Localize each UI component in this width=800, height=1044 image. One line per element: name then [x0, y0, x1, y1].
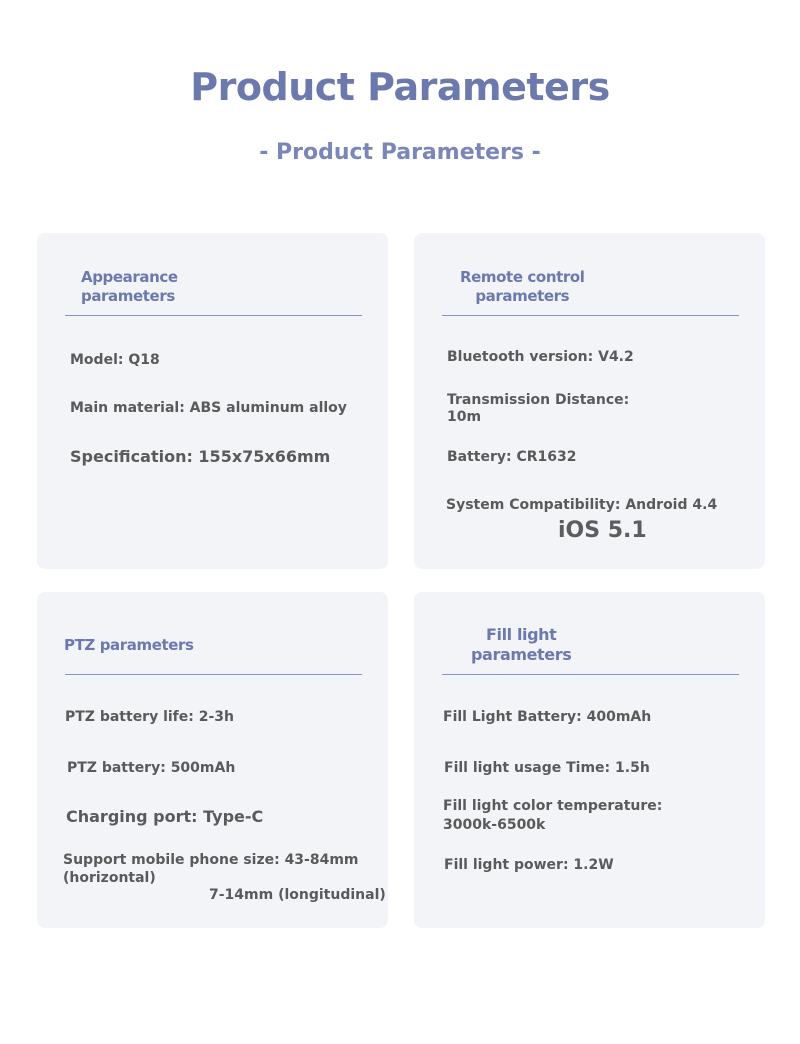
spec-phone-size-line3: 7-14mm (longitudinal) — [209, 887, 386, 903]
spec-main-material: Main material: ABS aluminum alloy — [70, 400, 347, 416]
remote-heading: Remote control parameters — [460, 268, 585, 305]
remote-divider — [442, 315, 739, 316]
spec-phone-size-line2: (horizontal) — [63, 870, 156, 886]
spec-model: Model: Q18 — [70, 352, 160, 368]
spec-specification: Specification: 155x75x66mm — [70, 447, 331, 466]
spec-system-compatibility: System Compatibility: Android 4.4 — [446, 497, 718, 513]
spec-transmission-distance-label: Transmission Distance: — [447, 392, 630, 408]
ptz-parameters-card — [37, 592, 388, 928]
ptz-divider — [65, 674, 362, 675]
spec-ptz-battery-life: PTZ battery life: 2-3h — [65, 709, 235, 725]
page-subtitle: - Product Parameters - — [259, 140, 541, 165]
spec-fill-light-usage-time: Fill light usage Time: 1.5h — [444, 760, 650, 776]
spec-bluetooth-version: Bluetooth version: V4.2 — [447, 349, 634, 365]
remote-control-parameters-card — [414, 233, 765, 569]
fill-light-divider — [442, 674, 739, 675]
spec-ios-version: iOS 5.1 — [558, 518, 647, 543]
spec-fill-light-color-temperature-label: Fill light color temperature: — [443, 798, 663, 814]
appearance-parameters-card — [37, 233, 388, 569]
ptz-heading: PTZ parameters — [64, 636, 194, 654]
spec-transmission-distance-value: 10m — [447, 409, 482, 425]
appearance-divider — [65, 315, 362, 316]
fill-light-heading: Fill light parameters — [471, 625, 572, 664]
spec-fill-light-power: Fill light power: 1.2W — [444, 857, 614, 873]
spec-phone-size-line1: Support mobile phone size: 43-84mm — [63, 852, 359, 868]
page-title: Product Parameters — [190, 65, 610, 109]
spec-battery: Battery: CR1632 — [447, 449, 577, 465]
fill-light-parameters-card — [414, 592, 765, 928]
spec-fill-light-battery: Fill Light Battery: 400mAh — [443, 709, 652, 725]
appearance-heading: Appearance parameters — [81, 268, 178, 305]
spec-fill-light-color-temperature-value: 3000k-6500k — [443, 817, 546, 833]
spec-ptz-battery: PTZ battery: 500mAh — [67, 760, 236, 776]
spec-charging-port: Charging port: Type-C — [66, 807, 264, 826]
